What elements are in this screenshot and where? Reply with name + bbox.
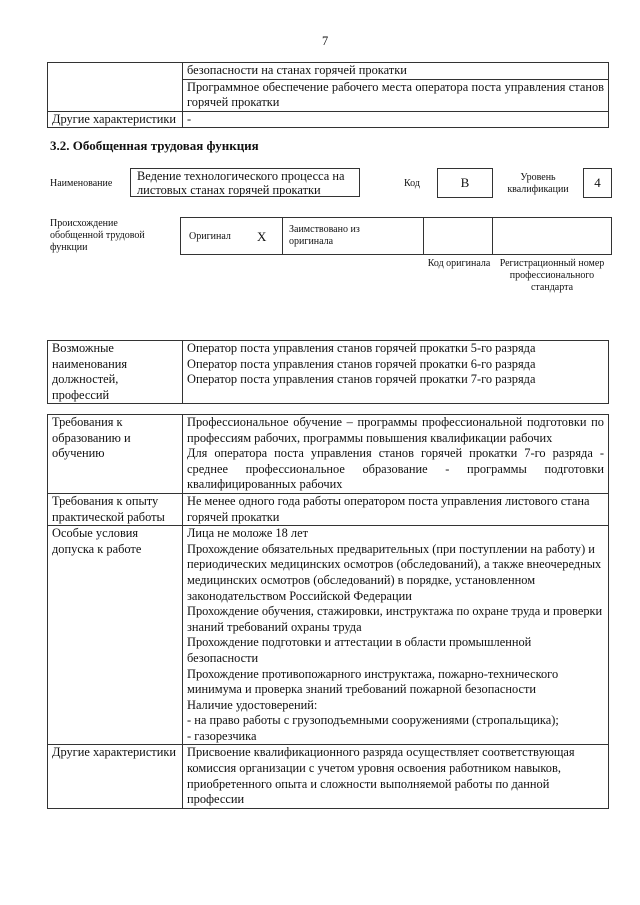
position-item: Оператор поста управления станов горячей прокатки 7-го разряда [187, 372, 536, 387]
cell-line: Профессиональное обучение – программы профессиональной подготовки по профессиям рабочих, программы повышения квалификации рабочих [187, 415, 604, 445]
table-row [48, 526, 609, 745]
position-item: Оператор поста управления станов горячей прокатки 5-го разряда [187, 341, 536, 355]
cell-line: Присвоение квалификационного разряда осуществляет соответствующая комиссия организации с учетом уровня освоения работником навыков, приобретенного опыта и сложности выполняемой работы по данной профессии [187, 745, 575, 807]
origin-label: Происхождение обобщенной трудовой функции [50, 218, 145, 253]
cell-line: Лица не моложе 18 лет [187, 526, 309, 541]
code-value: B [437, 168, 493, 198]
table-row [48, 493, 609, 525]
cell-line: Прохождение подготовки и аттестации в области промышленной безопасности [187, 635, 532, 665]
cell-text: - [183, 111, 609, 128]
cell-line: Прохождение противопожарного инструктажа, пожарно-технического минимума и проверка знаний требований пожарной безопасности [187, 666, 559, 697]
position-item: Оператор поста управления станов горячей прокатки 6-го разряда [187, 356, 536, 371]
top-table [47, 62, 609, 128]
positions-list [183, 341, 609, 404]
section-heading: 3.2. Обобщенная трудовая функция [50, 138, 259, 153]
orig-code-caption: Код оригинала [427, 258, 491, 269]
cell-line: Для оператора поста управления станов горячей прокатки 7-го разряда - среднее профессиональное образование - программы подготовки квалифицированных рабочих [187, 446, 604, 492]
table-row [48, 745, 609, 808]
table-row [48, 415, 609, 494]
origin-table [180, 217, 612, 255]
row-label: Требования к опыту практической работы [48, 493, 183, 525]
page-number: 7 [322, 34, 329, 48]
original-mark: X [257, 229, 267, 244]
cell-line: Наличие удостоверений: [187, 697, 318, 712]
requirements-table [47, 414, 609, 809]
name-value: Ведение технологического процесса на листовых станах горячей прокатки [130, 168, 360, 197]
reg-number-caption: Регистрационный номер профессионального стандарта [499, 258, 605, 293]
cell-line: - газорезчика [187, 728, 257, 743]
level-value: 4 [583, 168, 612, 198]
row-label: Возможные наименования должностей, профессий [48, 341, 183, 404]
cell-text: Программное обеспечение рабочего места оператора поста управления станов горячей прокатки [183, 79, 609, 111]
row-label: Другие характеристики [48, 111, 183, 128]
cell-text: безопасности на станах горячей прокатки [183, 63, 609, 80]
cell-line: - на право работы с грузоподъемными сооружениями (стропальщика); [187, 713, 559, 728]
original-label: Оригинал [189, 231, 231, 242]
borrowed-label: Заимствовано из оригинала [289, 224, 360, 247]
cell-line: Прохождение обучения, стажировки, инструктажа по охране труда и проверки знаний требований охраны труда [187, 604, 603, 634]
row-label: Требования к образованию и обучению [48, 415, 183, 494]
divider [282, 218, 283, 254]
cell-line: Прохождение обязательных предварительных (при поступлении на работу) и периодических медицинских осмотров (обследований), а также внеочередных медицинских осмотров (обследований) в порядке, установленном законодательством Российской Федерации [187, 541, 602, 603]
row-label: Особые условия допуска к работе [48, 526, 183, 745]
divider [423, 218, 424, 254]
level-label: Уровень квалификации [507, 172, 569, 195]
positions-table [47, 340, 609, 404]
name-label: Наименование [50, 178, 113, 189]
divider [492, 218, 493, 254]
cell-line: Не менее одного года работы оператором поста управления листового стана горячей прокатки [187, 493, 590, 524]
code-label: Код [404, 178, 420, 189]
row-label: Другие характеристики [48, 745, 183, 808]
